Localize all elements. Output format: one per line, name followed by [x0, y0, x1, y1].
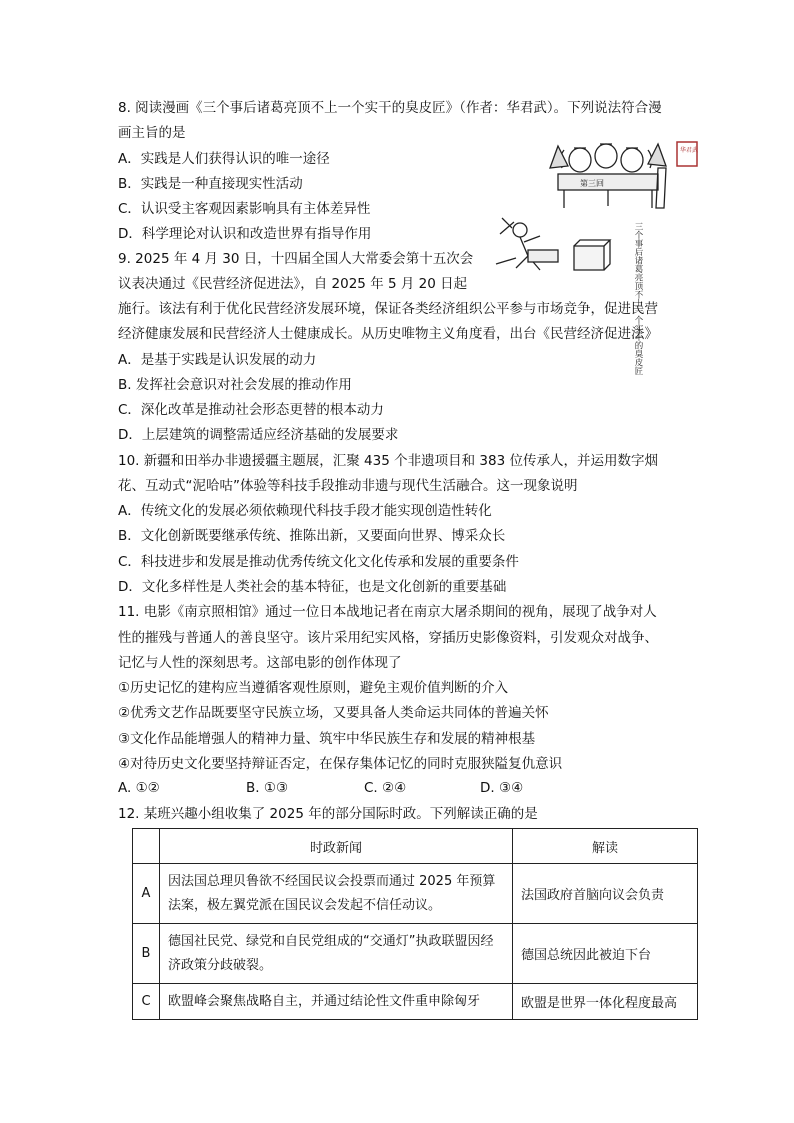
q12-news-table	[132, 828, 698, 1020]
cartoon-bench-text: 第三回	[580, 179, 604, 188]
row-interpretation: 法国政府首脑向议会负责	[513, 864, 698, 924]
table-header-news: 时政新闻	[160, 829, 513, 864]
q9-stem-line1: 9. 2025 年 4 月 30 日，十四届全国人大常委会第十五次会	[118, 251, 474, 267]
q10-option-c: C．科技进步和发展是推动优秀传统文化文化传承和发展的重要条件	[118, 554, 519, 570]
q11-option-a: A. ①②	[118, 780, 160, 796]
q11-option-c: C. ②④	[364, 780, 407, 796]
q10-stem-line1: 10. 新疆和田举办非遗援疆主题展，汇聚 435 个非遗项目和 383 位传承人，并运用数字烟	[118, 453, 658, 469]
table-header-letter	[133, 829, 160, 864]
q11-option-d: D. ③④	[480, 780, 524, 796]
cartoon-seal: 华君武	[680, 147, 699, 154]
q8-option-c: C．认识受主客观因素影响具有主体差异性	[118, 201, 371, 217]
q10-option-a: A．传统文化的发展必须依赖现代科技手段才能实现创造性转化	[118, 503, 492, 519]
cartoon-illustration	[488, 138, 702, 375]
q8-stem-line2: 画主旨的是	[118, 125, 186, 141]
row-news: 欧盟峰会聚焦战略自主，并通过结论性文件重申除匈牙	[160, 984, 513, 1020]
q11-statement-1: ①历史记忆的建构应当遵循客观性原则，避免主观价值判断的介入	[118, 680, 509, 696]
q11-stem-line2: 性的摧残与普通人的善良坚守。该片采用纪实风格，穿插历史影像资料，引发观众对战争、	[118, 630, 658, 646]
row-letter: B	[133, 924, 160, 984]
q11-statement-4: ④对待历史文化要坚持辩证否定，在保存集体记忆的同时克服狭隘复仇意识	[118, 756, 563, 772]
q11-statement-2: ②优秀文艺作品既要坚守民族立场，又要具备人类命运共同体的普遍关怀	[118, 705, 549, 721]
table-header-row	[133, 829, 698, 864]
cartoon-drawing	[488, 138, 702, 375]
q9-option-a: A．是基于实践是认识发展的动力	[118, 352, 317, 368]
row-news: 因法国总理贝鲁欲不经国民议会投票而通过 2025 年预算法案，极左翼党派在国民议会发起不信任动议。	[160, 864, 513, 924]
row-letter: C	[133, 984, 160, 1020]
table-header-interpretation: 解读	[513, 829, 698, 864]
q9-stem-line3: 施行。该法有利于优化民营经济发展环境，保证各类经济组织公平参与市场竞争，促进民营	[118, 301, 658, 317]
q11-stem-line1: 11. 电影《南京照相馆》通过一位日本战地记者在南京大屠杀期间的视角，展现了战争对人	[118, 604, 657, 620]
table-row	[133, 924, 698, 984]
q10-option-b: B．文化创新既要继承传统、推陈出新，又要面向世界、博采众长	[118, 528, 506, 544]
q8-stem-line1: 8. 阅读漫画《三个事后诸葛亮顶不上一个实干的臭皮匠》（作者：华君武）。下列说法符合漫	[118, 100, 662, 116]
table-row	[133, 864, 698, 924]
q9-stem-line4: 经济健康发展和民营经济人士健康成长。从历史唯物主义角度看，出台《民营经济促进法》	[118, 326, 658, 342]
q9-option-d: D．上层建筑的调整需适应经济基础的发展要求	[118, 427, 399, 443]
q8-option-a: A．实践是人们获得认识的唯一途径	[118, 151, 330, 167]
q11-statement-3: ③文化作品能增强人的精神力量、筑牢中华民族生存和发展的精神根基	[118, 731, 536, 747]
q11-stem-line3: 记忆与人性的深刻思考。这部电影的创作体现了	[118, 655, 402, 671]
row-interpretation: 德国总统因此被迫下台	[513, 924, 698, 984]
q12-stem: 12. 某班兴趣小组收集了 2025 年的部分国际时政。下列解读正确的是	[118, 806, 538, 822]
q9-option-c: C．深化改革是推动社会形态更替的根本动力	[118, 402, 384, 418]
row-letter: A	[133, 864, 160, 924]
cartoon-caption: 三个事后诸葛亮顶不上一个实干的臭皮匠	[633, 222, 643, 375]
q9-stem-line2: 议表决通过《民营经济促进法》，自 2025 年 5 月 20 日起	[118, 276, 468, 292]
table-row	[133, 984, 698, 1020]
q8-option-b: B．实践是一种直接现实性活动	[118, 176, 303, 192]
row-interpretation: 欧盟是世界一体化程度最高	[513, 984, 698, 1020]
q9-option-b: B. 发挥社会意识对社会发展的推动作用	[118, 377, 352, 393]
q11-option-b: B. ①③	[246, 780, 289, 796]
q10-option-d: D．文化多样性是人类社会的基本特征，也是文化创新的重要基础	[118, 579, 507, 595]
q8-option-d: D．科学理论对认识和改造世界有指导作用	[118, 226, 372, 242]
row-news: 德国社民党、绿党和自民党组成的“交通灯”执政联盟因经济政策分歧破裂。	[160, 924, 513, 984]
q10-stem-line2: 花、互动式“泥哈咕”体验等科技手段推动非遗与现代生活融合。这一现象说明	[118, 478, 578, 494]
